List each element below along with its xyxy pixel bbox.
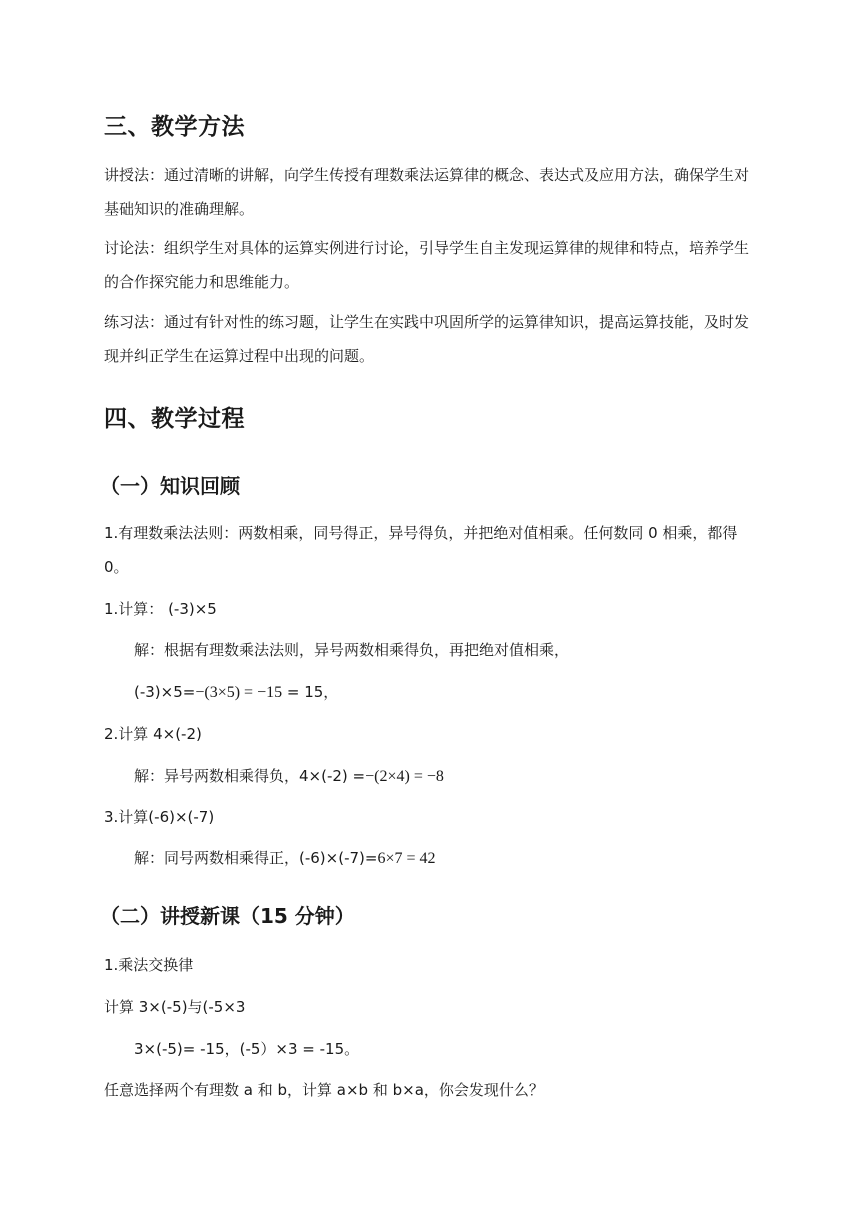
section-heading-teaching-process: 四、教学过程 <box>104 406 245 432</box>
discovery-question: 任意选择两个有理数 a 和 b，计算 a×b 和 b×a，你会发现什么？ <box>104 1081 544 1099</box>
calculation-prompt: 计算 3×(-5)与(-5×3 <box>104 998 246 1016</box>
subsection-heading-new-lesson: （二）讲授新课（15 分钟） <box>100 904 355 928</box>
paragraph-lecture-method: 讲授法：通过清晰的讲解，向学生传授有理数乘法运算律的概念、表达式及应用方法，确保学生对基础知识的准确理解。 <box>104 166 750 218</box>
solution-lead: 解：异号两数相乘得负，4×(-2) = <box>134 767 366 785</box>
math-expression: −(2×4) = −8 <box>365 768 444 785</box>
math-expression: 6×7 = 42 <box>377 850 436 867</box>
math-expression: −(3×5) = −15 <box>195 684 283 701</box>
section-heading-teaching-methods: 三、教学方法 <box>104 114 245 140</box>
example-2-solution <box>134 759 760 794</box>
solution-lead: 解：同号两数相乘得正，(-6)×(-7)= <box>134 849 378 867</box>
calculation-answer: 3×(-5)= -15，(-5）×3 = -15。 <box>134 1040 360 1058</box>
example-1-calculation <box>134 675 760 710</box>
example-3-solution <box>134 841 760 876</box>
paragraph-discussion-method: 讨论法：组织学生对具体的运算实例进行讨论，引导学生自主发现运算律的规律和特点，培养学生的合作探究能力和思维能力。 <box>104 239 750 291</box>
item-commutative-law: 1.乘法交换律 <box>104 956 194 974</box>
calc-lead: (-3)×5= <box>134 683 196 701</box>
example-2-question: 2.计算 4×(-2) <box>104 725 202 743</box>
example-1-solution: 解：根据有理数乘法法则，异号两数相乘得负，再把绝对值相乘， <box>134 641 570 659</box>
paragraph-practice-method: 练习法：通过有针对性的练习题，让学生在实践中巩固所学的运算律知识，提高运算技能，及时发现并纠正学生在运算过程中出现的问题。 <box>104 313 750 365</box>
paragraph-multiplication-rule: 1.有理数乘法法则：两数相乘，同号得正，异号得负，并把绝对值相乘。任何数同 0 相乘，都得 0。 <box>104 524 738 576</box>
example-1-question: 1.计算： (-3)×5 <box>104 600 217 618</box>
subsection-heading-review: （一）知识回顾 <box>100 474 240 498</box>
calc-tail: = 15， <box>282 683 339 701</box>
example-3-question: 3.计算(-6)×(-7) <box>104 808 215 826</box>
